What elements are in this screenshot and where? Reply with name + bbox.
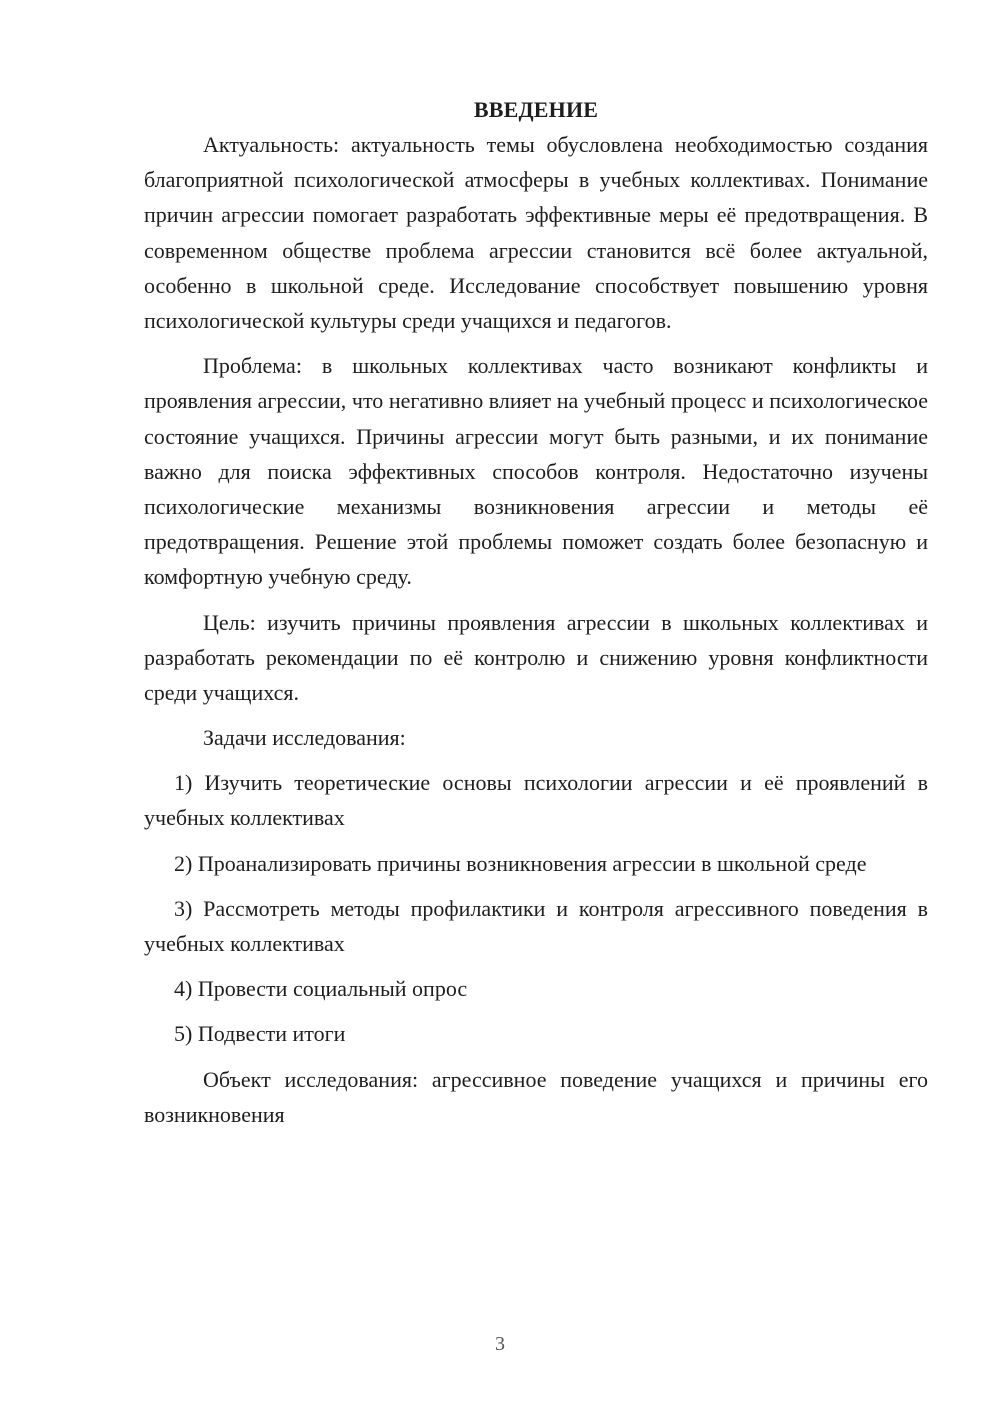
paragraph-relevance: Актуальность: актуальность темы обусловлена необходимостью создания благоприятной психологической атмосферы в учебных коллективах. Понимание причин агрессии помогает разработать эффективные меры её предотвращения. В современном обществе проблема агрессии становится всё более актуальной, особенно в школьной среде. Исследование способствует повышению уровня психологической культуры среди учащихся и педагогов. [144, 132, 928, 334]
section-title: ВВЕДЕНИЕ [473, 97, 599, 122]
paragraph-problem: Проблема: в школьных коллективах часто возникают конфликты и проявления агрессии, что негативно влияет на учебный процесс и психологическое состояние учащихся. Причины агрессии могут быть разными, и их понимание важно для поиска эффективных способов контроля. Недостаточно изучены психологические механизмы возникновения агрессии и методы её предотвращения. Решение этой проблемы поможет создать более безопасную и комфортную учебную среду. [144, 353, 928, 590]
tasks-heading: Задачи исследования: [203, 725, 406, 751]
page-number: 3 [495, 1333, 505, 1355]
task-item: 5) Подвести итоги [174, 1021, 346, 1047]
task-item: 1) Изучить теоретические основы психологии агрессии и её проявлений в учебных коллективах [144, 770, 928, 831]
paragraph-goal: Цель: изучить причины проявления агрессии в школьных коллективах и разработать рекомендации по её контролю и снижению уровня конфликтности среди учащихся. [144, 609, 928, 706]
document-page [144, 92, 928, 1142]
task-item: 4) Провести социальный опрос [174, 976, 468, 1002]
task-item: 3) Рассмотреть методы профилактики и контроля агрессивного поведения в учебных коллективах [144, 895, 928, 957]
paragraph-object: Объект исследования: агрессивное поведение учащихся и причины его возникновения [144, 1066, 928, 1127]
task-item: 2) Проанализировать причины возникновения агрессии в школьной среде [174, 850, 867, 876]
